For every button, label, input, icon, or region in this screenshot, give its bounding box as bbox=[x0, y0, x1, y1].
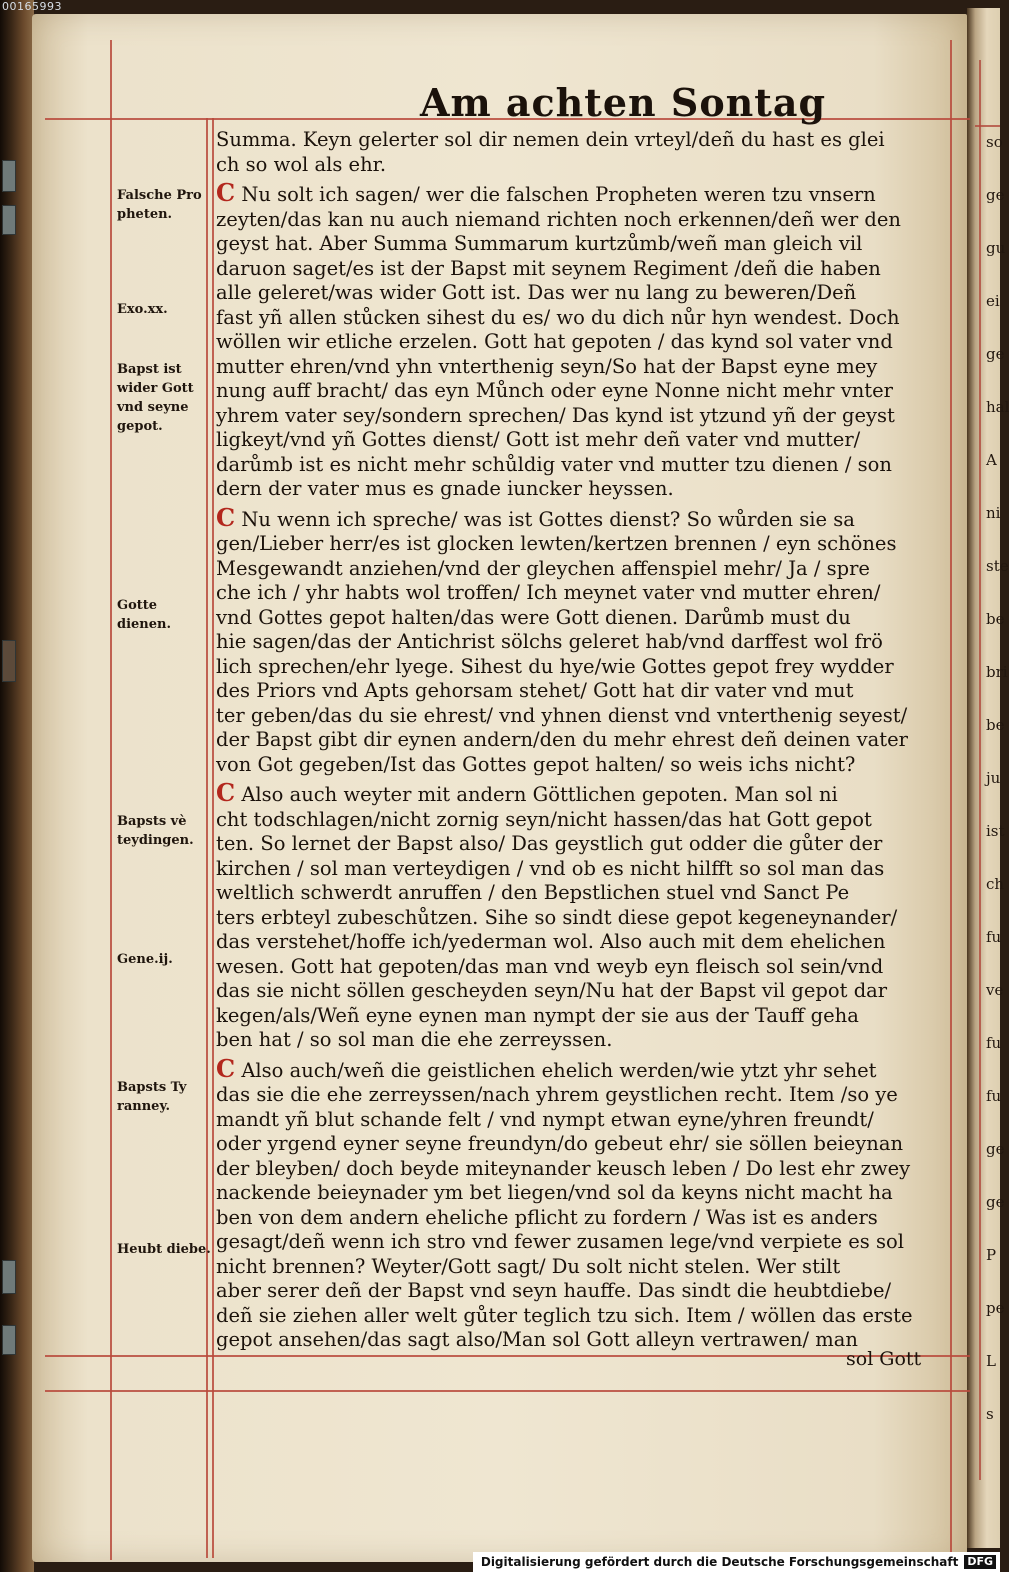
text-line bbox=[216, 753, 946, 778]
line-text: alle geleret/was wider Gott ist. Das wer nu lang zu beweren/Deñ bbox=[216, 281, 857, 304]
next-page-fragment: gu bbox=[986, 239, 1006, 257]
next-page-fragment: be bbox=[986, 716, 1005, 734]
text-line bbox=[216, 355, 946, 380]
line-text: geyst hat. Aber Summa Summarum kurtzůmb/weñ man gleich vil bbox=[216, 232, 863, 255]
line-text: gen/Lieber herr/es ist glocken lewten/kertzen brennen / eyn schönes bbox=[216, 532, 897, 555]
text-line bbox=[216, 955, 946, 980]
text-line bbox=[216, 679, 946, 704]
text-line bbox=[216, 502, 946, 533]
line-text: aber serer deñ der Bapst vnd seyn hauffe. Das sindt die heubtdiebe/ bbox=[216, 1279, 892, 1302]
text-line bbox=[216, 428, 946, 453]
line-text: lich sprechen/ehr lyege. Sihest du hye/wie Gottes gepot frey wydder bbox=[216, 654, 894, 678]
line-text: darůmb ist es nicht mehr schůldig vater vnd mutter tzu dienen / son bbox=[216, 452, 892, 476]
margin-note: Gene.ij. bbox=[117, 952, 173, 967]
pilcrow-mark: C bbox=[216, 1053, 236, 1083]
text-line bbox=[216, 1132, 946, 1157]
paragraph bbox=[216, 178, 946, 502]
catchword: sol Gott bbox=[846, 1348, 922, 1370]
text-line bbox=[216, 581, 946, 606]
line-text: daruon saget/es ist der Bapst mit seynem Regiment /deñ die haben bbox=[216, 256, 881, 280]
next-page-fragment: ch bbox=[986, 875, 1005, 893]
margin-note: Bapsts vè teydingen. bbox=[117, 814, 194, 848]
text-line bbox=[216, 208, 946, 233]
line-text: Nu solt ich sagen/ wer die falschen Propheten weren tzu vnsern bbox=[241, 183, 876, 206]
line-text: der Bapst gibt dir eynen andern/den du mehr ehrest deñ deinen vater bbox=[216, 728, 908, 751]
text-line bbox=[216, 1206, 946, 1231]
text-line bbox=[216, 1108, 946, 1133]
margin-note: Bapsts Ty ranney. bbox=[117, 1080, 187, 1114]
pilcrow-mark: C bbox=[216, 178, 236, 207]
text-line bbox=[216, 728, 946, 753]
pilcrow-mark: C bbox=[216, 502, 236, 532]
text-line bbox=[216, 881, 946, 906]
digitization-footer bbox=[473, 1552, 1000, 1572]
text-line bbox=[216, 153, 946, 178]
paragraph bbox=[216, 1053, 946, 1353]
text-line bbox=[216, 477, 946, 502]
binding-tab bbox=[2, 160, 16, 192]
text-line bbox=[216, 606, 946, 631]
line-text: das sie die ehe zerreyssen/nach yhrem geystlichen recht. Item /so ye bbox=[216, 1083, 898, 1106]
text-line bbox=[216, 1304, 946, 1329]
rule-line bbox=[45, 1390, 970, 1392]
line-text: der bleyben/ doch beyde miteynander keusch leben / Do lest ehr zwey bbox=[216, 1156, 911, 1180]
line-text: ch so wol als ehr. bbox=[216, 152, 387, 176]
text-line bbox=[216, 257, 946, 282]
text-line bbox=[216, 1053, 946, 1084]
line-text: yhrem vater sey/sondern sprechen/ Das kynd ist ytzund yñ der geyst bbox=[216, 403, 895, 427]
text-line bbox=[216, 330, 946, 355]
line-text: fast yñ allen stůcken sihest du es/ wo du dich nůr hyn wendest. Doch bbox=[216, 305, 900, 329]
text-line bbox=[216, 379, 946, 404]
line-text: ligkeyt/vnd yñ Gottes dienst/ Gott ist mehr deñ vater vnd mutter/ bbox=[216, 428, 861, 451]
margin-note: Gotte dienen. bbox=[117, 598, 171, 632]
text-line bbox=[216, 404, 946, 429]
text-line bbox=[216, 857, 946, 882]
page-heading: Am achten Sontag bbox=[420, 80, 827, 125]
text-line bbox=[216, 1279, 946, 1304]
paragraph bbox=[216, 502, 946, 778]
line-text: Nu wenn ich spreche/ was ist Gottes dienst? So wůrden sie sa bbox=[241, 507, 855, 531]
line-text: ten. So lernet der Bapst also/ Das geystlich gut odder die gůter der bbox=[216, 832, 883, 855]
line-text: zeyten/das kan nu auch niemand richten noch erkennen/deñ wer den bbox=[216, 207, 901, 231]
text-line bbox=[216, 1028, 946, 1053]
text-line bbox=[216, 178, 946, 208]
line-text: hie sagen/das der Antichrist sölchs geleret hab/vnd darffest wol frö bbox=[216, 630, 883, 653]
line-text: che ich / yhr habts wol troffen/ Ich meynet vater vnd mutter ehren/ bbox=[216, 581, 881, 604]
next-page-fragment: hal bbox=[986, 398, 1009, 416]
text-line bbox=[216, 704, 946, 729]
line-text: mutter ehren/vnd yhn vnterthenig seyn/So hat der Bapst eyne mey bbox=[216, 354, 878, 378]
line-text: gepot ansehen/das sagt also/Man sol Gott alleyn vertrawen/ man bbox=[216, 1328, 858, 1351]
margin-note: Heubt diebe. bbox=[117, 1242, 211, 1257]
text-line bbox=[216, 930, 946, 955]
next-page-fragment: bri bbox=[986, 663, 1008, 681]
next-page-fragment: P bbox=[986, 1246, 997, 1264]
line-text: von Got gegeben/Ist das Gottes gepot halten/ so weis ichs nicht? bbox=[216, 752, 856, 776]
line-text: mandt yñ blut schande felt / vnd nympt etwan eyne/yhren freundt/ bbox=[216, 1107, 874, 1131]
line-text: nung auff bracht/ das eyn Můnch oder eyne Nonne nicht mehr vnter bbox=[216, 379, 893, 402]
text-line bbox=[216, 1328, 946, 1353]
text-line bbox=[216, 281, 946, 306]
catalog-id: 00165993 bbox=[2, 0, 62, 13]
line-text: Also auch weyter mit andern Göttlichen gepoten. Man sol ni bbox=[241, 783, 838, 806]
main-text-block bbox=[216, 128, 946, 1353]
binding-tab bbox=[2, 1260, 16, 1294]
text-line bbox=[216, 557, 946, 582]
next-page-fragment: ge bbox=[986, 1140, 1005, 1158]
text-line bbox=[216, 453, 946, 478]
next-page-fragment: ge bbox=[986, 345, 1005, 363]
next-page-fragment: pe bbox=[986, 1299, 1005, 1317]
text-line bbox=[216, 979, 946, 1004]
text-line bbox=[216, 128, 946, 153]
next-page-fragment: be bbox=[986, 610, 1005, 628]
text-line bbox=[216, 808, 946, 833]
line-text: Mesgewandt anziehen/vnd der gleychen affenspiel mehr/ Ja / spre bbox=[216, 556, 870, 580]
line-text: des Priors vnd Apts gehorsam stehet/ Gott hat dir vater vnd mut bbox=[216, 679, 854, 702]
next-page-fragment: ju bbox=[986, 769, 1001, 787]
text-line bbox=[216, 532, 946, 557]
line-text: Summa. Keyn gelerter sol dir nemen dein vrteyl/deñ du hast es glei bbox=[216, 128, 885, 151]
next-page-fragment: ei bbox=[986, 292, 1000, 310]
text-line bbox=[216, 232, 946, 257]
line-text: ben hat / so sol man die ehe zerreyssen. bbox=[216, 1028, 613, 1051]
line-text: weltlich schwerdt anruffen / den Bepstlichen stuel vnd Sanct Pe bbox=[216, 881, 850, 904]
text-line bbox=[216, 630, 946, 655]
text-line bbox=[216, 906, 946, 931]
book-binding bbox=[0, 0, 34, 1572]
line-text: ters erbteyl zubeschůtzen. Sihe so sindt diese gepot kegeneynander/ bbox=[216, 905, 898, 929]
line-text: deñ sie ziehen aller welt gůter teglich tzu sich. Item / wöllen das erste bbox=[216, 1303, 913, 1327]
binding-tab bbox=[2, 205, 16, 235]
line-text: ter geben/das du sie ehrest/ vnd yhnen dienst vnd vnterthenig seyest/ bbox=[216, 703, 908, 727]
next-page-fragment: ge bbox=[986, 1193, 1005, 1211]
next-page-fragment: s bbox=[986, 1405, 994, 1423]
line-text: nicht brennen? Weyter/Gott sagt/ Du solt nicht stelen. Wer stilt bbox=[216, 1254, 841, 1278]
line-text: ben von dem andern eheliche pflicht zu fordern / Was ist es anders bbox=[216, 1205, 878, 1229]
rule-line bbox=[212, 118, 214, 1558]
paragraph bbox=[216, 128, 946, 177]
text-line bbox=[216, 778, 946, 808]
line-text: gesagt/deñ wenn ich stro vnd fewer zusamen lege/vnd verpiete es sol bbox=[216, 1230, 904, 1253]
footer-text: Digitalisierung gefördert durch die Deutsche Forschungsgemeinschaft bbox=[480, 1555, 959, 1569]
next-page-rule bbox=[979, 60, 981, 1480]
line-text: Also auch/weñ die geistlichen ehelich werden/wie ytzt yhr sehet bbox=[241, 1058, 877, 1082]
rule-line bbox=[45, 1355, 970, 1357]
next-page-fragment: ni bbox=[986, 504, 1001, 522]
rule-line bbox=[110, 40, 112, 1560]
line-text: wöllen wir etliche erzelen. Gott hat gepoten / das kynd sol vater vnd bbox=[216, 330, 893, 353]
text-line bbox=[216, 1004, 946, 1029]
binding-tab bbox=[2, 1325, 16, 1355]
next-page-rule bbox=[975, 125, 1000, 127]
line-text: wesen. Gott hat gepoten/das man vnd weyb eyn fleisch sol sein/vnd bbox=[216, 954, 884, 978]
dfg-logo: DFG bbox=[964, 1555, 996, 1569]
next-page-fragment: fu bbox=[986, 928, 1002, 946]
text-line bbox=[216, 306, 946, 331]
next-page-fragment: ge bbox=[986, 186, 1005, 204]
text-line bbox=[216, 655, 946, 680]
next-page-fragment: ve bbox=[986, 981, 1004, 999]
line-text: cht todschlagen/nicht zornig seyn/nicht hassen/das hat Gott gepot bbox=[216, 807, 872, 831]
next-page-fragment: fu bbox=[986, 1034, 1002, 1052]
binding-tab bbox=[2, 640, 16, 682]
margin-note: Bapst ist wider Gott vnd seyne gepot. bbox=[117, 362, 194, 434]
text-line bbox=[216, 1083, 946, 1108]
line-text: kegen/als/Weñ eyne eynen man nympt der sie aus der Tauff geha bbox=[216, 1003, 859, 1027]
line-text: vnd Gottes gepot halten/das were Gott dienen. Darůmb must du bbox=[216, 605, 851, 629]
line-text: dern der vater mus es gnade iuncker heyssen. bbox=[216, 477, 674, 500]
rule-line bbox=[950, 40, 952, 1560]
next-page-fragment: ste bbox=[986, 557, 1009, 575]
next-page-fragment: so bbox=[986, 133, 1003, 151]
line-text: oder yrgend eyner seyne freundyn/do gebeut ehr/ sie söllen beieynan bbox=[216, 1132, 904, 1155]
text-line bbox=[216, 832, 946, 857]
next-page-fragment: ist bbox=[986, 822, 1005, 840]
line-text: das verstehet/hoffe ich/yederman wol. Also auch mit dem ehelichen bbox=[216, 930, 886, 953]
line-text: das sie nicht söllen gescheyden seyn/Nu hat der Bapst vil gepot dar bbox=[216, 979, 888, 1002]
line-text: kirchen / sol man verteydigen / vnd ob es nicht hilfft so sol man das bbox=[216, 856, 885, 880]
margin-note: Falsche Pro pheten. bbox=[117, 188, 202, 222]
next-page-fragment: L bbox=[986, 1352, 996, 1370]
next-page-fragment: A bbox=[986, 451, 997, 469]
pilcrow-mark: C bbox=[216, 778, 236, 807]
paragraph bbox=[216, 778, 946, 1053]
text-line bbox=[216, 1181, 946, 1206]
margin-note: Exo.xx. bbox=[117, 302, 168, 317]
next-page-fragment: fu bbox=[986, 1087, 1002, 1105]
text-line bbox=[216, 1255, 946, 1280]
line-text: nackende beieynader ym bet liegen/vnd sol da keyns nicht macht ha bbox=[216, 1181, 893, 1204]
text-line bbox=[216, 1230, 946, 1255]
text-line bbox=[216, 1157, 946, 1182]
